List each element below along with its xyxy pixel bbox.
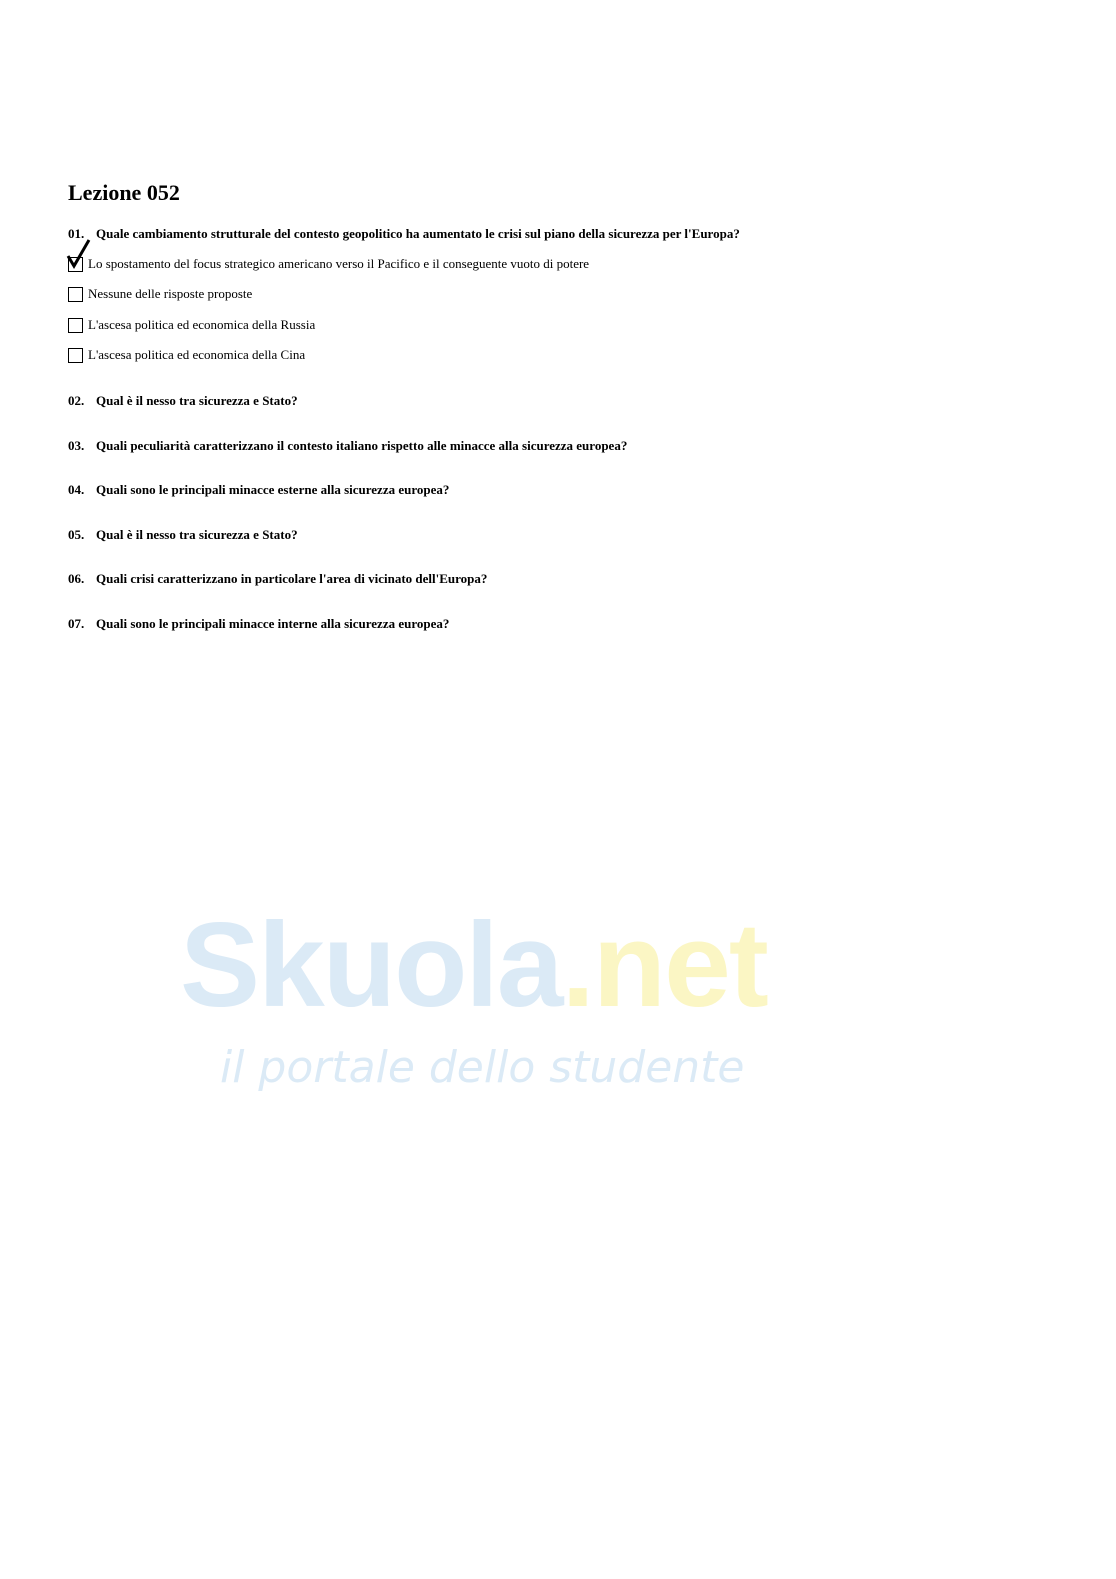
question-text: Quali crisi caratterizzano in particolare l'area di vicinato dell'Europa? <box>96 571 488 586</box>
question-text: Qual è il nesso tra sicurezza e Stato? <box>96 393 298 408</box>
option-label: L'ascesa politica ed economica della Cina <box>88 347 306 362</box>
question-03 <box>68 438 627 454</box>
question-05 <box>68 527 298 543</box>
question-06 <box>68 571 487 587</box>
checkbox[interactable] <box>68 318 83 333</box>
answer-option[interactable] <box>68 256 589 272</box>
checkmark-icon <box>65 236 93 270</box>
question-number: 07. <box>68 616 85 631</box>
answer-option[interactable] <box>68 347 305 363</box>
watermark-tagline: il portale dello studente <box>220 1042 745 1093</box>
question-number: 01. <box>68 226 85 241</box>
question-number: 06. <box>68 571 85 586</box>
option-label: Nessune delle risposte proposte <box>88 286 253 301</box>
question-01 <box>68 226 740 242</box>
answer-option[interactable] <box>68 286 252 302</box>
question-04 <box>68 482 449 498</box>
question-07 <box>68 616 449 632</box>
watermark <box>180 900 767 1096</box>
question-02 <box>68 393 298 409</box>
option-label: Lo spostamento del focus strategico americano verso il Pacifico e il conseguente vuoto di potere <box>88 256 590 271</box>
checkbox[interactable] <box>68 348 83 363</box>
question-text: Quali sono le principali minacce esterne alla sicurezza europea? <box>96 482 450 497</box>
question-text: Quali sono le principali minacce interne alla sicurezza europea? <box>96 616 450 631</box>
question-text: Quali peculiarità caratterizzano il contesto italiano rispetto alle minacce alla sicurezza europea? <box>96 438 628 453</box>
page-title: Lezione 052 <box>68 180 180 205</box>
answer-option[interactable] <box>68 317 315 333</box>
watermark-brand: Skuola <box>180 898 562 1032</box>
question-text: Quale cambiamento strutturale del contesto geopolitico ha aumentato le crisi sul piano della sicurezza per l'Europa? <box>96 226 740 241</box>
checkbox[interactable] <box>68 287 83 302</box>
question-number: 05. <box>68 527 85 542</box>
question-number: 03. <box>68 438 85 453</box>
watermark-brand-suffix: .net <box>561 898 767 1032</box>
checkbox-checked[interactable] <box>68 257 83 272</box>
question-number: 04. <box>68 482 85 497</box>
option-label: L'ascesa politica ed economica della Russia <box>88 317 316 332</box>
question-text: Qual è il nesso tra sicurezza e Stato? <box>96 527 298 542</box>
question-number: 02. <box>68 393 85 408</box>
